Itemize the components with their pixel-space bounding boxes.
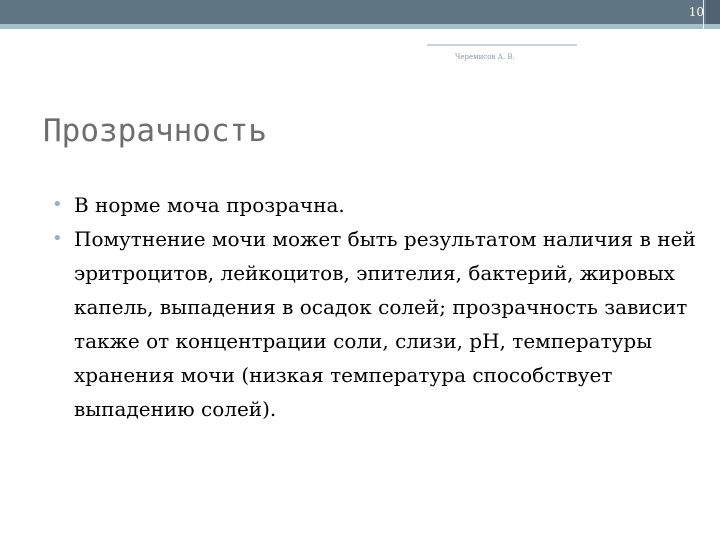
bullet-text: Помутнение мочи может быть результатом наличия в ней эритроцитов, лейкоцитов, эпителия, бактерий, жировых капель, выпадения в осадок солей; прозрачность зависит также от концентрации соли, слизи, pH, температуры хранения мочи (низкая температура способствует выпадению солей). xyxy=(74,227,696,421)
header-accent-line xyxy=(0,24,720,29)
bullet-item xyxy=(48,188,698,222)
bullet-item xyxy=(48,222,698,426)
page-number: 10 xyxy=(688,5,704,19)
round-bullet-icon: • xyxy=(52,194,63,215)
header-bar xyxy=(0,0,706,24)
author-name: Черемисов А. В. xyxy=(455,53,515,61)
bullet-text: В норме моча прозрачна. xyxy=(74,193,345,217)
author-underline xyxy=(427,44,577,46)
slide-title: Прозрачность xyxy=(43,113,267,149)
header-corner-block xyxy=(706,0,720,24)
bullet-list xyxy=(48,188,698,426)
round-bullet-icon: • xyxy=(52,228,63,249)
